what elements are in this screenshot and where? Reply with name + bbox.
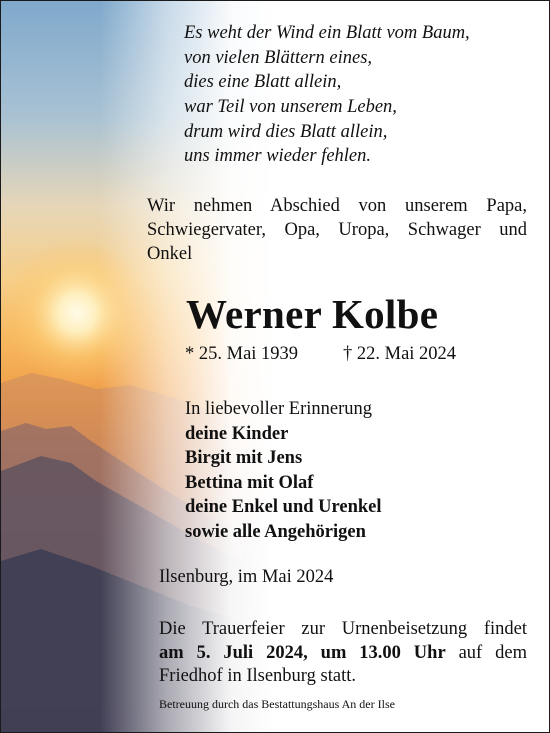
- poem-line: von vielen Blättern eines,: [184, 47, 373, 68]
- poem-line: dies eine Blatt allein,: [184, 72, 342, 93]
- death-date: † 22. Mai 2024: [343, 344, 457, 364]
- funeral-home-note: Betreuung durch das Bestattungshaus An der Ilse: [159, 697, 395, 711]
- poem-line: Es weht der Wind ein Blatt vom Baum,: [184, 23, 470, 43]
- poem-line: uns immer wieder fehlen.: [184, 146, 372, 167]
- memory-heading: In liebevoller Erinnerung: [185, 399, 372, 419]
- poem-line: drum wird dies Blatt allein,: [184, 121, 388, 142]
- poem: [184, 21, 470, 169]
- poem-line: war Teil von unserem Leben,: [184, 97, 397, 118]
- birth-date: * 25. Mai 1939: [185, 344, 299, 364]
- place-date: Ilsenburg, im Mai 2024: [159, 567, 334, 587]
- ceremony-line-rest: auf dem: [445, 642, 527, 663]
- mourner-line: deine Kinder: [185, 423, 289, 444]
- ceremony-datetime: am 5. Juli 2024, um 13.00 Uhr: [159, 642, 446, 663]
- intro-line: Onkel: [147, 244, 193, 264]
- mourner-line: deine Enkel und Urenkel: [185, 497, 382, 517]
- ceremony-line: Die Trauerfeier zur Urnenbeisetzung findet: [159, 619, 527, 639]
- mourners-block: [185, 397, 382, 544]
- ceremony-line: Friedhof in Ilsenburg statt.: [159, 666, 356, 686]
- farewell-intro: [147, 194, 527, 266]
- mourner-line: Birgit mit Jens: [185, 448, 303, 468]
- intro-line: Wir nehmen Abschied von unserem Papa,: [147, 196, 527, 216]
- deceased-name: Werner Kolbe: [186, 291, 439, 337]
- intro-line: Schwiegervater, Opa, Uropa, Schwager und: [147, 220, 527, 240]
- ceremony-info: [159, 618, 527, 689]
- mourner-line: sowie alle Angehörigen: [185, 521, 366, 542]
- ceremony-line: [159, 642, 527, 666]
- mourner-line: Bettina mit Olaf: [185, 472, 314, 493]
